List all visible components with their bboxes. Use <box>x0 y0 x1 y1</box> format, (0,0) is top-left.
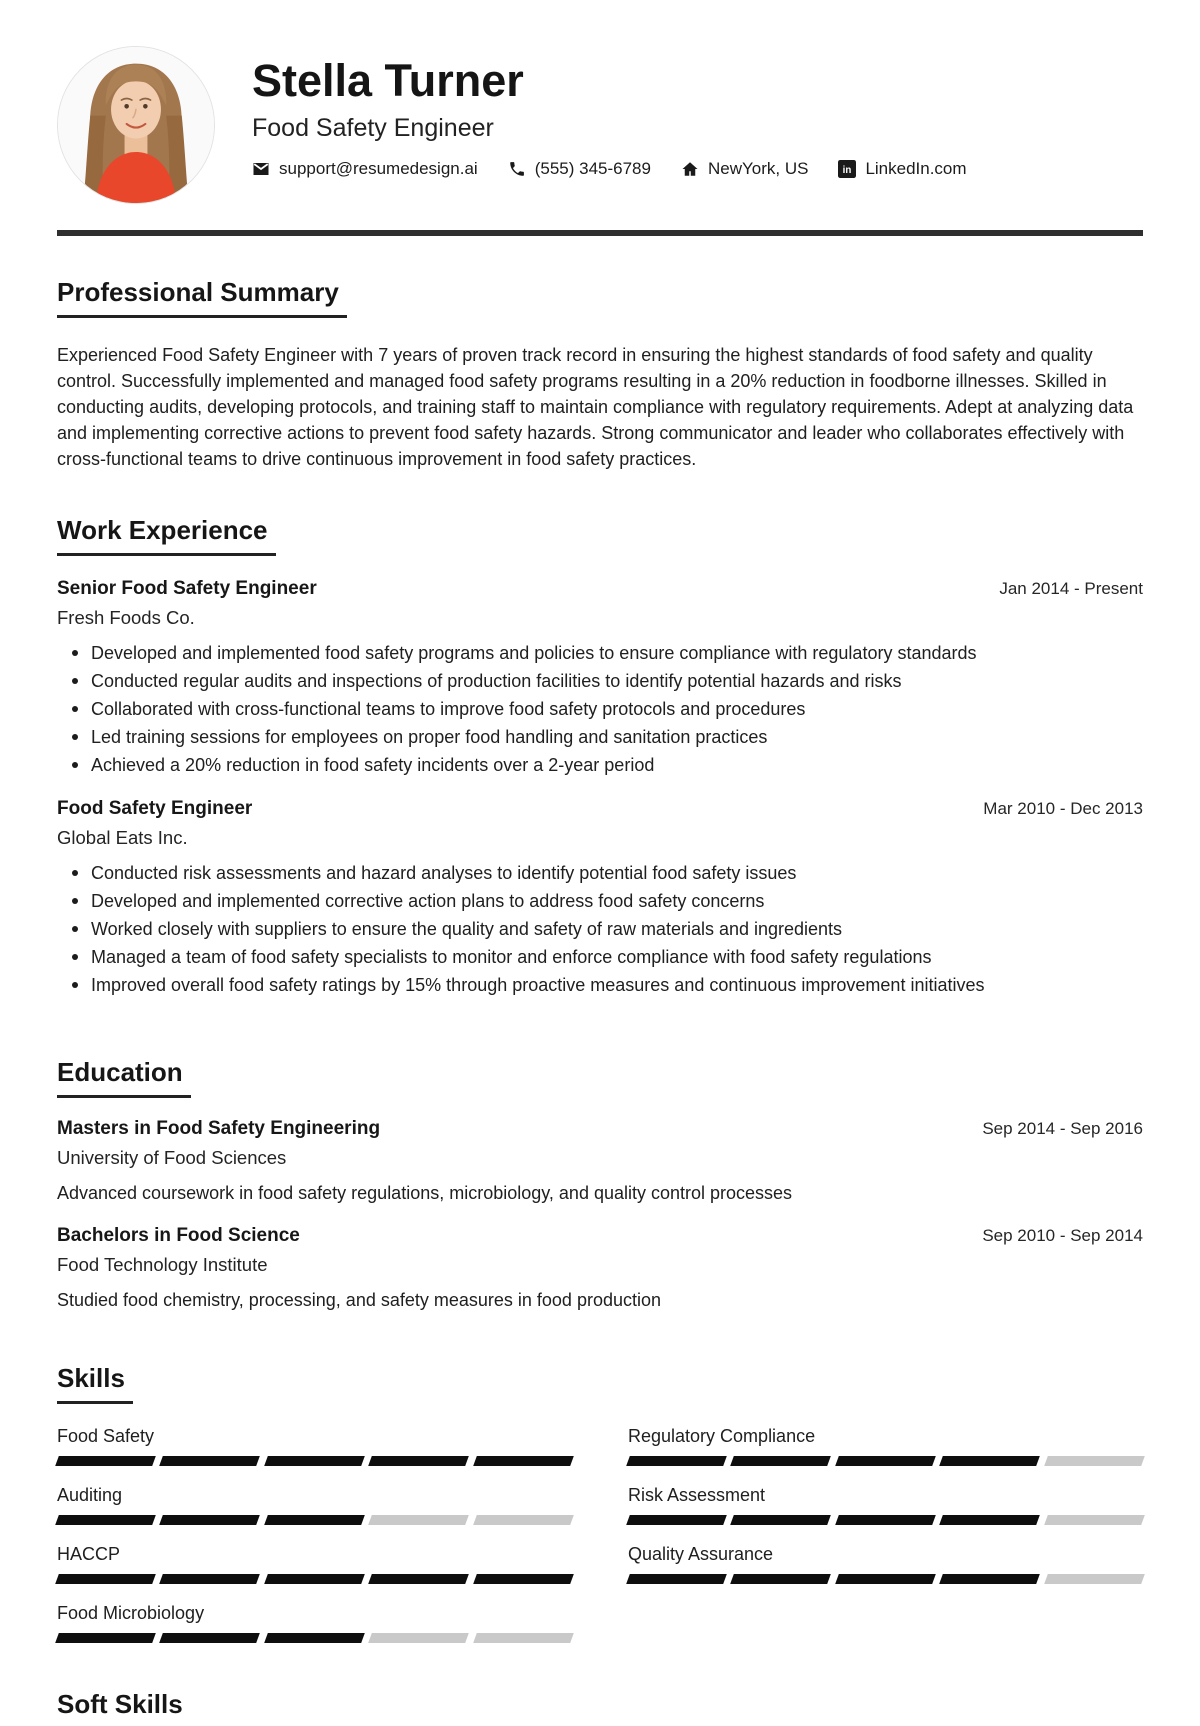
job-company: Fresh Foods Co. <box>57 606 195 628</box>
contact-email <box>252 159 478 179</box>
skill-bar-segment <box>626 1515 727 1525</box>
degree-dates: Sep 2014 - Sep 2016 <box>982 1118 1143 1138</box>
bullet-item: Improved overall food safety ratings by 15% through proactive measures and continuous improvement initiatives <box>57 974 1143 996</box>
skill-bar-segment <box>1044 1456 1145 1466</box>
skill-bar-segment <box>626 1574 727 1584</box>
skill-label: Regulatory Compliance <box>628 1425 816 1446</box>
skill-bar-segment <box>55 1456 156 1466</box>
skill-bar-segment <box>55 1515 156 1525</box>
job-title: Food Safety Engineer <box>57 797 253 819</box>
job-company: Global Eats Inc. <box>57 826 188 848</box>
bullet-item: Managed a team of food safety specialists to monitor and enforce compliance with food safety regulations <box>57 946 1143 968</box>
bullet-item: Collaborated with cross-functional teams to improve food safety protocols and procedures <box>57 698 1143 720</box>
skill-bar-segment <box>835 1456 936 1466</box>
skill-progress-bar <box>628 1456 1143 1466</box>
skill-label: Auditing <box>57 1484 123 1505</box>
skill-progress-bar <box>57 1574 572 1584</box>
skill-bar-segment <box>626 1456 727 1466</box>
home-icon <box>681 160 699 178</box>
education-heading: Education <box>57 1058 191 1098</box>
skill-bar-segment <box>731 1515 832 1525</box>
degree-entry <box>57 1118 1143 1205</box>
skill-item <box>628 1544 1143 1584</box>
degree-title: Bachelors in Food Science <box>57 1224 300 1246</box>
degree-school: Food Technology Institute <box>57 1253 268 1275</box>
bullet-item: Developed and implemented corrective action plans to address food safety concerns <box>57 890 1143 912</box>
contact-location-text: NewYork, US <box>707 159 809 179</box>
person-job-title: Food Safety Engineer <box>252 114 494 143</box>
degree-description: Advanced coursework in food safety regulations, microbiology, and quality control processes <box>57 1182 793 1203</box>
skill-item <box>57 1426 572 1466</box>
section-work-experience <box>57 516 1143 996</box>
skill-bar-segment <box>473 1633 574 1643</box>
skill-bar-segment <box>160 1515 261 1525</box>
job-header <box>57 578 1143 600</box>
contact-location <box>681 159 808 179</box>
degree-school: University of Food Sciences <box>57 1146 287 1168</box>
job-title: Senior Food Safety Engineer <box>57 577 317 599</box>
skill-bar-segment <box>264 1456 365 1466</box>
contact-linkedin <box>838 159 966 179</box>
bullet-item: Conducted risk assessments and hazard analyses to identify potential food safety issues <box>57 862 1143 884</box>
skill-progress-bar <box>628 1574 1143 1584</box>
job-entry <box>57 578 1143 776</box>
degree-entry <box>57 1225 1143 1312</box>
skill-bar-segment <box>264 1633 365 1643</box>
skill-bar-segment <box>55 1574 156 1584</box>
skill-bar-segment <box>160 1456 261 1466</box>
skill-item <box>57 1485 572 1525</box>
skill-bar-segment <box>264 1515 365 1525</box>
skill-item <box>57 1603 572 1643</box>
bullet-item: Worked closely with suppliers to ensure the quality and safety of raw materials and ingredients <box>57 918 1143 940</box>
contact-linkedin-text: LinkedIn.com <box>865 159 967 179</box>
job-bullet-list <box>57 862 1143 996</box>
skill-progress-bar <box>57 1456 572 1466</box>
job-dates: Jan 2014 - Present <box>999 578 1143 598</box>
skill-label: Food Safety <box>57 1425 155 1446</box>
degree-dates: Sep 2010 - Sep 2014 <box>982 1225 1143 1245</box>
avatar <box>57 46 215 204</box>
skills-heading: Skills <box>57 1364 133 1404</box>
job-dates: Mar 2010 - Dec 2013 <box>983 798 1143 818</box>
degree-title: Masters in Food Safety Engineering <box>57 1117 381 1139</box>
soft-skills-heading: Soft Skills <box>57 1688 183 1719</box>
skill-bar-segment <box>160 1633 261 1643</box>
skill-item <box>57 1544 572 1584</box>
degree-header <box>57 1118 1143 1140</box>
job-header <box>57 798 1143 820</box>
contact-phone-text: (555) 345-6789 <box>534 159 651 179</box>
degree-description: Studied food chemistry, processing, and safety measures in food production <box>57 1289 662 1310</box>
skill-progress-bar <box>628 1515 1143 1525</box>
section-soft-skills <box>57 1690 1143 1726</box>
job-entry <box>57 798 1143 996</box>
skill-item <box>628 1485 1143 1525</box>
skill-label: HACCP <box>57 1543 121 1564</box>
summary-text: Experienced Food Safety Engineer with 7 years of proven track record in ensuring the highest standards of food safety and quality control. Successfully implemented and managed food safety programs resulting in a 20% reduction in foodborne illnesses. Skilled in conducting audits, developing protocols, and training staff to maintain compliance with regulatory requirements. Adept at analyzing data and implementing corrective actions to prevent food safety hazards. Strong communicator and leader who collaborates effectively with cross-functional teams to drive continuous improvement in food safety practices. <box>57 344 1134 469</box>
skill-bar-segment <box>939 1515 1040 1525</box>
skill-progress-bar <box>57 1515 572 1525</box>
skill-label: Risk Assessment <box>628 1484 766 1505</box>
degree-header <box>57 1225 1143 1247</box>
bullet-item: Led training sessions for employees on proper food handling and sanitation practices <box>57 726 1143 748</box>
bullet-item: Conducted regular audits and inspections of production facilities to identify potential hazards and risks <box>57 670 1143 692</box>
skill-bar-segment <box>160 1574 261 1584</box>
avatar-photo-illustration <box>58 47 214 203</box>
skill-bar-segment <box>368 1515 469 1525</box>
skill-bar-segment <box>835 1515 936 1525</box>
skill-bar-segment <box>939 1456 1040 1466</box>
experience-heading: Work Experience <box>57 516 276 556</box>
skill-bar-segment <box>939 1574 1040 1584</box>
skill-bar-segment <box>55 1633 156 1643</box>
skill-item <box>628 1426 1143 1466</box>
person-name: Stella Turner <box>252 55 524 106</box>
header-divider <box>57 230 1143 236</box>
skill-bar-segment <box>473 1456 574 1466</box>
skill-bar-segment <box>368 1456 469 1466</box>
skill-bar-segment <box>473 1574 574 1584</box>
phone-icon <box>508 160 526 178</box>
skill-bar-segment <box>368 1633 469 1643</box>
skill-label: Quality Assurance <box>628 1543 774 1564</box>
skill-bar-segment <box>835 1574 936 1584</box>
summary-heading: Professional Summary <box>57 278 347 318</box>
contact-email-text: support@resumedesign.ai <box>279 159 478 179</box>
skill-bar-segment <box>1044 1574 1145 1584</box>
section-professional-summary <box>57 278 1143 472</box>
skill-bar-segment <box>731 1574 832 1584</box>
linkedin-icon <box>838 160 856 178</box>
skill-label: Food Microbiology <box>57 1602 205 1623</box>
job-bullet-list <box>57 642 1143 776</box>
skill-bar-segment <box>731 1456 832 1466</box>
bullet-item: Developed and implemented food safety programs and policies to ensure compliance with regulatory standards <box>57 642 1143 664</box>
contact-row <box>252 159 997 179</box>
email-icon <box>252 160 270 178</box>
skill-progress-bar <box>57 1633 572 1643</box>
bullet-item: Achieved a 20% reduction in food safety incidents over a 2-year period <box>57 754 1143 776</box>
svg-text:in: in <box>843 165 852 177</box>
resume-header <box>57 0 1143 204</box>
header-text <box>252 46 997 179</box>
skills-grid <box>57 1426 1143 1662</box>
section-education <box>57 1058 1143 1312</box>
skill-bar-segment <box>264 1574 365 1584</box>
contact-phone <box>508 159 651 179</box>
skill-bar-segment <box>473 1515 574 1525</box>
skill-bar-segment <box>1044 1515 1145 1525</box>
skill-bar-segment <box>368 1574 469 1584</box>
section-skills <box>57 1364 1143 1662</box>
